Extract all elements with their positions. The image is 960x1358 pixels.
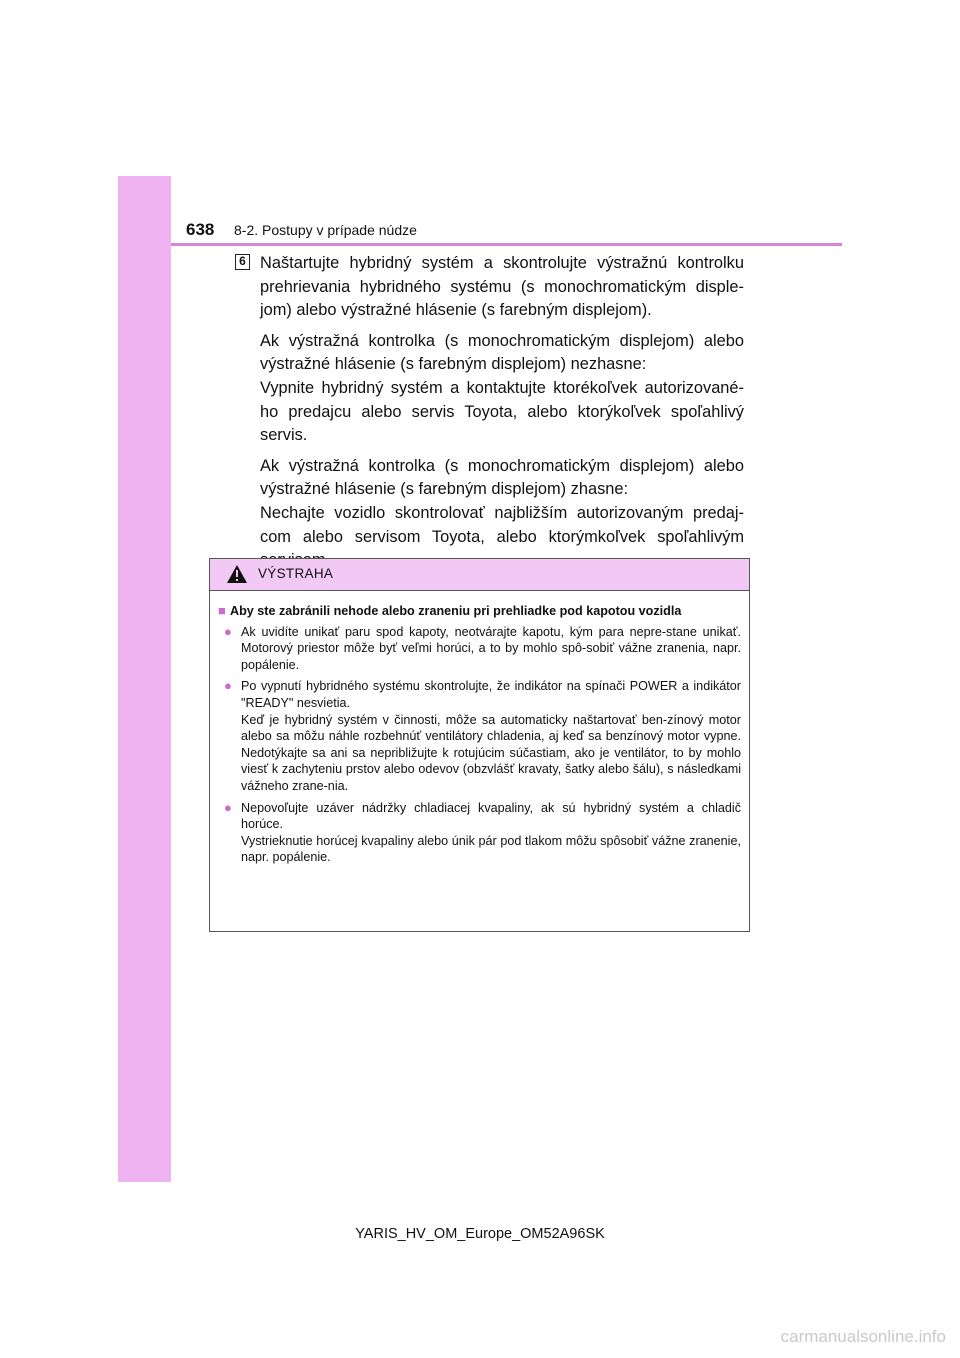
warning-item-text xyxy=(241,624,741,674)
step-text-line: Ak výstražná kontrolka (s monochromatickým displejom) alebo výstražné hlásenie (s farebným displejom) nezhasne: xyxy=(260,331,744,374)
round-bullet-icon: ● xyxy=(224,799,232,815)
step-paragraph xyxy=(260,252,744,323)
page-number: 638 xyxy=(186,220,215,239)
warning-item-line: Ak uvidíte unikať paru spod kapoty, neotvárajte kapotu, kým para nepre-stane unikať. Motorový priestor môže byť veľmi horúci, a to by mohlo spô-sobiť vážne zranenia, napr. popálenie. xyxy=(241,624,741,672)
watermark: carmanualsonline.info xyxy=(780,1327,946,1346)
step-text-line: Naštartujte hybridný systém a skontrolujte výstražnú kontrolku prehrievania hybridného systému (s monochromatickým disple-jom) alebo výstražné hlásenie (s farebným displejom). xyxy=(260,254,744,320)
round-bullet-icon: ● xyxy=(224,623,232,639)
warning-box xyxy=(209,558,750,932)
warning-heading-text: Aby ste zabránili nehode alebo zraneniu pri prehliadke pod kapotou vozidla xyxy=(230,604,682,618)
warning-item xyxy=(218,678,741,794)
header-divider xyxy=(171,243,842,246)
step-text-line: Nechajte vozidlo skontrolovať najbližším autorizovaným predaj-com alebo servisom Toyota, alebo ktorýmkoľvek spoľahlivým xyxy=(260,503,744,546)
warning-title: VÝSTRAHA xyxy=(258,566,334,581)
section-title: 8-2. Postupy v prípade núdze xyxy=(234,222,417,238)
warning-item-text xyxy=(241,678,741,794)
step-paragraph xyxy=(260,330,744,448)
warning-heading xyxy=(218,603,741,620)
chapter-side-band xyxy=(118,176,171,1182)
step-text-line: Vypnite hybridný systém a kontaktujte ktorékoľvek autorizované-ho predajcu alebo servis Toyota, alebo ktorýkoľvek spoľahlivý servis. xyxy=(260,378,744,445)
warning-item-line: Vystrieknutie horúcej kvapaliny alebo únik pár pod tlakom môžu spôsobiť vážne zranenie, napr. popálenie. xyxy=(241,833,741,865)
round-bullet-icon: ● xyxy=(224,678,232,694)
warning-triangle-icon xyxy=(226,564,248,584)
warning-item-line: Keď je hybridný systém v činnosti, môže sa automaticky naštartovať ben-zínový motor alebo sa môžu náhle rozbehnúť ventilátory chladenia, aj keď sa benzínový motor vypne. Nedotýkajte sa ani sa nepribližujte k rotujúcim súčastiam, ako je ventilátor, to by mohlo viesť k zachyteniu prstov alebo odevov (obzvlášť kravaty, šatky alebo šálu), s následkami vážneho zrane-nia. xyxy=(241,712,741,793)
step-text-line: Ak výstražná kontrolka (s monochromatickým displejom) alebo výstražné hlásenie (s farebným displejom) zhasne: xyxy=(260,456,744,499)
warning-header xyxy=(210,559,749,591)
warning-item-line: Po vypnutí hybridného systému skontrolujte, že indikátor na spínači POWER a indikátor "READY" nesvietia. xyxy=(241,679,741,710)
square-bullet-icon: ■ xyxy=(218,603,226,618)
warning-content xyxy=(210,591,749,866)
document-footer: YARIS_HV_OM_Europe_OM52A96SK xyxy=(355,1226,605,1242)
warning-item-line: Nepovoľujte uzáver nádržky chladiacej kvapaliny, ak sú hybridný systém a chladič horúce. xyxy=(241,800,741,832)
step-number-box: 6 xyxy=(235,254,250,270)
warning-item xyxy=(218,624,741,674)
step-paragraph xyxy=(260,455,744,573)
warning-item xyxy=(218,800,741,866)
warning-item-text xyxy=(241,800,741,866)
step-body xyxy=(260,252,744,580)
